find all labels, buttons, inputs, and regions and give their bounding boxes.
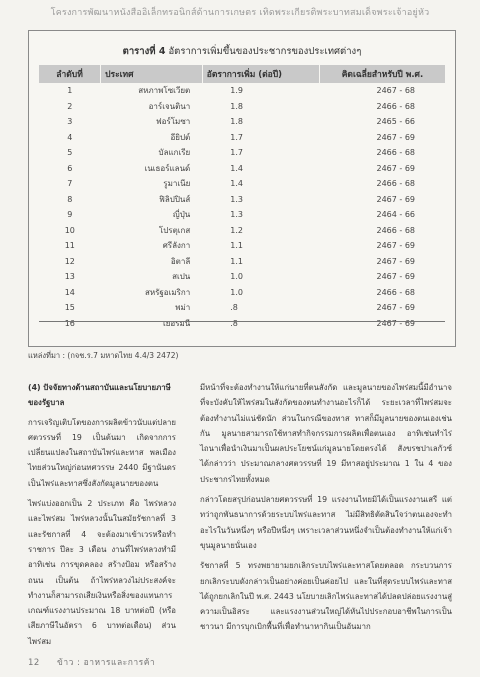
table-row: [39, 269, 445, 285]
left-column: [28, 380, 176, 654]
cell-rank: 16: [64, 318, 75, 328]
header-country: ประเทศ: [101, 65, 203, 83]
cell-rank: 9: [67, 210, 73, 220]
cell-rank: 6: [67, 163, 73, 173]
cell-growth-rate: 1.0: [230, 272, 243, 282]
cell-growth-rate: 1.1: [230, 256, 243, 266]
table-row: [39, 99, 445, 115]
table-frame: [28, 30, 456, 347]
cell-rank: 1: [67, 86, 73, 96]
cell-growth-rate: 1.9: [230, 86, 243, 96]
cell-rank: 11: [64, 241, 75, 251]
table-title: [29, 44, 455, 59]
table-source-note: แหล่งที่มา : (กจช.ร.7 มหาดไทย 4.4/3 2472): [28, 351, 179, 360]
cell-country: บัลแกเรีย: [158, 148, 191, 158]
table-row: [39, 300, 445, 316]
cell-period: 2467 - 69: [376, 272, 415, 282]
cell-rank: 2: [67, 101, 73, 111]
cell-country: อาร์เจนตินา: [148, 101, 191, 111]
table-row: [39, 238, 445, 254]
table-row: [39, 254, 445, 270]
header-period: คิดเฉลี่ยสำหรับปี พ.ศ.: [319, 65, 445, 83]
cell-growth-rate: 1.4: [230, 163, 243, 173]
body-paragraph: ไพร่แบ่งออกเป็น 2 ประเภท คือ ไพร่หลวง และไพร่สม ไพร่หลวงนั้นในสมัยรัชกาลที่ 3 และรัชกาลที่ 4 จะต้องมาเข้าเวรหรือทำราชการ ปีละ 3 เดือน งานที่ไพร่หลวงทำมีอาทิเช่น การขุดคลอง สร้างป้อม หรือสร้างถนน เป็นต้น ถ้าไพร่หลวงไม่ประสงค์จะทำงานก็สามารถเสียเงินหรือสิ่งของแทนการเกณฑ์แรงงานประมาณ 18 บาทต่อปี (หรือเสียภาษีในอัตรา 6 บาทต่อเดือน) ส่วนไพร่สม: [28, 499, 176, 646]
cell-period: 2467 - 69: [376, 318, 415, 328]
table-row: [39, 192, 445, 208]
cell-period: 2466 - 68: [376, 101, 415, 111]
table-caption: อัตราการเพิ่มขึ้นของประชากรของประเทศต่างๆ: [168, 46, 362, 57]
cell-rank: 4: [67, 132, 73, 142]
cell-rank: 10: [64, 225, 75, 235]
cell-growth-rate: .8: [230, 318, 238, 328]
cell-country: ฟอร์โมซา: [155, 117, 191, 127]
table-number: ตารางที่ 4: [122, 46, 166, 57]
cell-rank: 14: [64, 287, 75, 297]
cell-period: 2467 - 69: [376, 132, 415, 142]
cell-period: 2467 - 69: [376, 194, 415, 204]
cell-country: ฟิลิปปินส์: [159, 194, 191, 204]
cell-country: รูมาเนีย: [163, 179, 191, 189]
cell-country: โปรตุเกส: [158, 225, 191, 235]
cell-rank: 8: [67, 194, 73, 204]
cell-growth-rate: 1.8: [230, 117, 243, 127]
cell-period: 2466 - 68: [376, 287, 415, 297]
table-row: [39, 130, 445, 146]
cell-growth-rate: 1.4: [230, 179, 243, 189]
cell-growth-rate: 1.2: [230, 225, 243, 235]
cell-growth-rate: 1.3: [230, 210, 243, 220]
cell-growth-rate: 1.7: [230, 148, 243, 158]
cell-period: 2467 - 69: [376, 163, 415, 173]
cell-growth-rate: 1.8: [230, 101, 243, 111]
cell-period: 2466 - 68: [376, 225, 415, 235]
footer-title: ข้าว : อาหารและการค้า: [57, 658, 156, 668]
table-row: [39, 114, 445, 130]
right-column: [200, 380, 452, 640]
table-row: [39, 285, 445, 301]
cell-growth-rate: .8: [230, 303, 238, 313]
cell-growth-rate: 1.7: [230, 132, 243, 142]
cell-country: ศรีลังกา: [162, 241, 191, 251]
table-row: [39, 161, 445, 177]
table-row: [39, 83, 445, 99]
running-header: โครงการพัฒนาหนังสืออิเล็กทรอนิกส์ด้านการเกษตร เทิดพระเกียรติพระบาทสมเด็จพระเจ้าอยู่หัว: [50, 8, 430, 18]
cell-rank: 15: [64, 303, 75, 313]
section-heading: (4) ปัจจัยทางด้านสถาบันและนโยบายภาษีของรัฐบาล: [28, 383, 171, 408]
cell-period: 2465 - 66: [376, 117, 415, 127]
cell-period: 2467 - 69: [376, 303, 415, 313]
cell-period: 2466 - 68: [376, 179, 415, 189]
table-row: [39, 223, 445, 239]
cell-period: 2467 - 69: [376, 256, 415, 266]
header-growth-rate: อัตราการเพิ่ม (ต่อปี): [202, 65, 319, 83]
cell-rank: 12: [64, 256, 75, 266]
cell-growth-rate: 1.0: [230, 287, 243, 297]
cell-country: อียิปต์: [170, 132, 191, 142]
cell-country: สหรัฐอเมริกา: [144, 287, 191, 297]
table-bottom-rule: [39, 321, 445, 322]
cell-country: สเปน: [172, 272, 191, 282]
cell-rank: 7: [67, 179, 73, 189]
header-rank: ลำดับที่: [39, 65, 101, 83]
cell-country: พม่า: [175, 303, 191, 313]
table-row: [39, 316, 445, 332]
body-paragraph: รัชกาลที่ 5 ทรงพยายามยกเลิกระบบไพร่และทาสโดยตลอด กระบวนการยกเลิกระบบดังกล่าวเป็นอย่างค่อยเป็นค่อยไป และในที่สุดระบบไพร่และทาสได้ถูกยกเลิกในปี พ.ศ. 2443 นโยบายเลิกไพร่และทาสได้ปลดปล่อยแรงงานสู่ความเป็นอิสระ และแรงงานส่วนใหญ่ได้หันไปประกอบอาชีพในการเป็นชาวนา มีการบุกเบิกพื้นที่เพื่อทำนาหากินเป็นอันมาก: [200, 561, 452, 632]
cell-country: อิตาลี: [170, 256, 191, 266]
cell-period: 2467 - 69: [376, 241, 415, 251]
cell-period: 2464 - 66: [376, 210, 415, 220]
cell-period: 2466 - 68: [376, 148, 415, 158]
body-paragraph: กล่าวโดยสรุปก่อนปลายศตวรรษที่ 19 แรงงานไทยมิได้เป็นแรงงานเสรี แต่ทว่าถูกพันธนาการด้วยระบบไพร่และทาส ไม่มีสิทธิตัดสินใจว่าตนเองจะทำอะไรในวันหนึ่งๆ หรือปีหนึ่งๆ เพราะเวลาส่วนหนึ่งจำเป็นต้องทำงานให้แก่เจ้าขุนมูลนายนั่นเอง: [200, 495, 452, 550]
body-paragraph: มีหน้าที่จะต้องทำงานให้แก่นายที่ตนสังกัด และมูลนายของไพร่สมนี้มีอำนาจที่จะบังคับให้ไพร่สมในสังกัดของตนทำงานอะไรก็ได้ ระยะเวลาที่ไพร่สมจะต้องทำงานไม่แน่ชัดนัก ส่วนในกรณีของทาส ทาสก็มีมูลนายของตนเองเช่นกัน มูลนายสามารถใช้ทาสทำกิจกรรมการผลิตเพื่อตนเอง อาทิเช่นทำไร่ไถนาเพื่อนำเงินมาเป็นผลประโยชน์แก่มูลนายโดยตรงได้ สังขรชปาเลกัวซ์ได้กล่าวว่า ประมาณกลางศตวรรษที่ 19 มีทาสอยู่ประมาณ 1 ใน 4 ของประชากรไทยทั้งหมด: [200, 383, 452, 484]
page-footer: [28, 655, 155, 669]
table-row: [39, 176, 445, 192]
cell-period: 2467 - 68: [376, 86, 415, 96]
population-growth-table: [39, 65, 445, 331]
body-paragraph: การเจริญเติบโตของการผลิตข้าวนับแต่ปลายศตวรรษที่ 19 เป็นต้นมา เกิดจากการเปลี่ยนแปลงในสถาบันไพร่และทาส พลเมืองไทยส่วนใหญ่ก่อนทศวรรษ 2440 มีฐานันดรเป็นไพร่และทาสซึ่งสังกัดมูลนายของตน: [28, 417, 176, 488]
table-row: [39, 207, 445, 223]
page-number: 12: [28, 658, 40, 668]
table-header-row: [39, 65, 445, 83]
cell-rank: 13: [64, 272, 75, 282]
cell-growth-rate: 1.1: [230, 241, 243, 251]
cell-country: สหภาพโซเวียต: [138, 86, 191, 96]
cell-growth-rate: 1.3: [230, 194, 243, 204]
cell-rank: 3: [67, 117, 73, 127]
cell-rank: 5: [67, 148, 73, 158]
cell-country: เยอรมนี: [162, 318, 191, 328]
table-body: [39, 83, 445, 331]
table-row: [39, 145, 445, 161]
cell-country: เนเธอร์แลนด์: [144, 163, 191, 173]
cell-country: ญี่ปุ่น: [172, 210, 191, 220]
